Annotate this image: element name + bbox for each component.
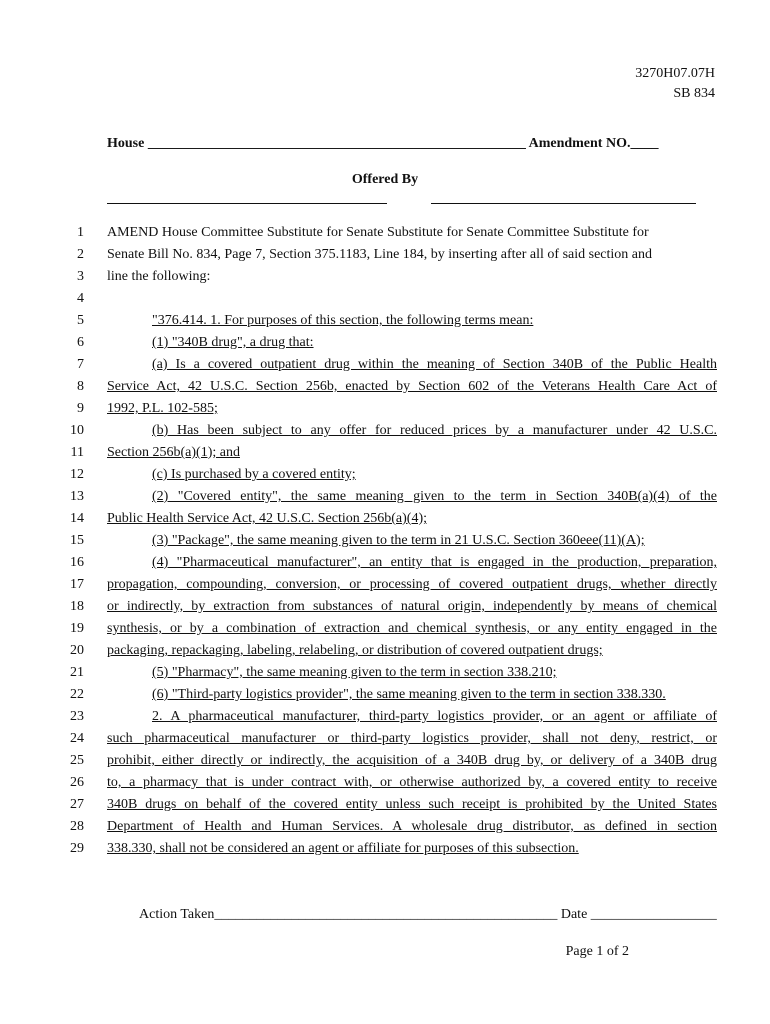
amendment-line (0, 467, 770, 489)
line-text: 338.330, shall not be considered an agent or affiliate for purposes of this subsection. (107, 841, 579, 856)
house-amendment-line (107, 136, 717, 152)
line-number: 27 (70, 797, 84, 812)
amendment-line (0, 225, 770, 247)
line-number: 24 (70, 731, 84, 746)
amendment-line (0, 599, 770, 621)
amendment-line (0, 841, 770, 863)
line-text: (b) Has been subject to any offer for reduced prices by a manufacturer under 42 U.S.C. (152, 423, 717, 438)
line-text: (3) "Package", the same meaning given to the term in 21 U.S.C. Section 360eee(11)(A); (152, 533, 645, 548)
amendment-line (0, 357, 770, 379)
line-text: line the following: (107, 269, 211, 284)
line-text: or indirectly, by extraction from substances of natural origin, independently by means of chemical (107, 599, 717, 614)
line-number: 15 (70, 533, 84, 548)
line-number: 23 (70, 709, 84, 724)
line-text: 1992, P.L. 102-585; (107, 401, 218, 416)
line-number: 26 (70, 775, 84, 790)
amendment-line (0, 379, 770, 401)
line-number: 29 (70, 841, 84, 856)
document-id: 3270H07.07H (635, 66, 715, 81)
offered-by-label: Offered By (351, 172, 419, 187)
date-label: Date (560, 907, 588, 922)
amendment-line (0, 731, 770, 753)
line-text: (4) "Pharmaceutical manufacturer", an entity that is engaged in the production, preparation, (152, 555, 717, 570)
line-number: 21 (70, 665, 84, 680)
line-text: propagation, compounding, conversion, or processing of covered outpatient drugs, whether directly (107, 577, 717, 592)
line-number: 16 (70, 555, 84, 570)
page-number (0, 944, 770, 960)
amendment-line (0, 489, 770, 511)
amendment-line (0, 797, 770, 819)
amendment-line (0, 775, 770, 797)
line-text: (6) "Third-party logistics provider", the same meaning given to the term in section 338.330. (152, 687, 666, 702)
line-number: 14 (70, 511, 84, 526)
line-number: 6 (77, 335, 84, 350)
document-header (635, 64, 715, 104)
action-taken-line (139, 907, 717, 923)
line-text: to, a pharmacy that is under contract with, or otherwise authorized by, a covered entity to receive (107, 775, 717, 790)
line-text: packaging, repackaging, labeling, relabeling, or distribution of covered outpatient drugs; (107, 643, 603, 658)
amendment-line (0, 819, 770, 841)
amendment-line (0, 753, 770, 775)
line-number: 17 (70, 577, 84, 592)
line-number: 18 (70, 599, 84, 614)
line-number: 8 (77, 379, 84, 394)
amendment-line (0, 401, 770, 423)
amendment-line (0, 511, 770, 533)
line-text: (2) "Covered entity", the same meaning given to the term in Section 340B(a)(4) of the (152, 489, 717, 504)
amendment-line (0, 247, 770, 269)
amendment-line (0, 555, 770, 577)
line-number: 22 (70, 687, 84, 702)
bill-number: SB 834 (673, 86, 715, 101)
line-number: 25 (70, 753, 84, 768)
line-text: AMEND House Committee Substitute for Senate Substitute for Senate Committee Substitute for (107, 225, 649, 240)
action-taken-label: Action Taken (139, 907, 215, 922)
line-number: 20 (70, 643, 84, 658)
amendment-line (0, 621, 770, 643)
amendment-line (0, 643, 770, 665)
amendment-line (0, 313, 770, 335)
line-number: 7 (77, 357, 84, 372)
line-text: Service Act, 42 U.S.C. Section 256b, enacted by Section 602 of the Veterans Health Care Act of (107, 379, 717, 394)
amendment-line (0, 709, 770, 731)
line-number: 19 (70, 621, 84, 636)
house-blank: ______________________________________________________ (147, 136, 526, 151)
line-number: 9 (77, 401, 84, 416)
line-text: (1) "340B drug", a drug that: (152, 335, 314, 350)
amendment-blank: ____ (630, 136, 659, 151)
line-text: Section 256b(a)(1); and (107, 445, 240, 460)
amendment-line (0, 687, 770, 709)
line-text: 2. A pharmaceutical manufacturer, third-party logistics provider, or an agent or affiliate of (152, 709, 717, 724)
line-number: 3 (77, 269, 84, 284)
line-text: (c) Is purchased by a covered entity; (152, 467, 356, 482)
line-text: (5) "Pharmacy", the same meaning given to the term in section 338.210; (152, 665, 557, 680)
amendment-line (0, 269, 770, 291)
line-number: 2 (77, 247, 84, 262)
line-text: 340B drugs on behalf of the covered entity unless such receipt is prohibited by the United States (107, 797, 717, 812)
offered-by-signature-line-right (431, 203, 696, 204)
amendment-line (0, 665, 770, 687)
line-number: 1 (77, 225, 84, 240)
line-number: 11 (70, 445, 84, 460)
page-number-text: Page 1 of 2 (565, 944, 629, 959)
line-number: 12 (70, 467, 84, 482)
amendment-label: Amendment NO. (528, 136, 631, 151)
amendment-line (0, 577, 770, 599)
amendment-line (0, 445, 770, 467)
line-text: prohibit, either directly or indirectly, the acquisition of a 340B drug by, or delivery of a 340B drug (107, 753, 717, 768)
house-label: House (107, 136, 145, 151)
line-number: 5 (77, 313, 84, 328)
line-text: synthesis, or by a combination of extraction and chemical synthesis, or any entity engaged in the (107, 621, 717, 636)
line-text: Senate Bill No. 834, Page 7, Section 375.1183, Line 184, by inserting after all of said section and (107, 247, 652, 262)
line-number: 13 (70, 489, 84, 504)
date-blank: __________________ (590, 907, 717, 922)
line-text: such pharmaceutical manufacturer or third-party logistics provider, shall not deny, restrict, or (107, 731, 717, 746)
line-text: Department of Health and Human Services. A wholesale drug distributor, as defined in section (107, 819, 717, 834)
line-text: "376.414. 1. For purposes of this section, the following terms mean: (152, 313, 534, 328)
offered-by-signature-line-left (107, 203, 387, 204)
line-number: 10 (70, 423, 84, 438)
amendment-line (0, 291, 770, 313)
amendment-line (0, 423, 770, 445)
line-text: (a) Is a covered outpatient drug within the meaning of Section 340B of the Public Health (152, 357, 717, 372)
amendment-line (0, 335, 770, 357)
line-text: Public Health Service Act, 42 U.S.C. Section 256b(a)(4); (107, 511, 427, 526)
line-number: 28 (70, 819, 84, 834)
amendment-line (0, 533, 770, 555)
line-number: 4 (77, 291, 84, 306)
action-taken-blank: _________________________________________________ (214, 907, 558, 922)
